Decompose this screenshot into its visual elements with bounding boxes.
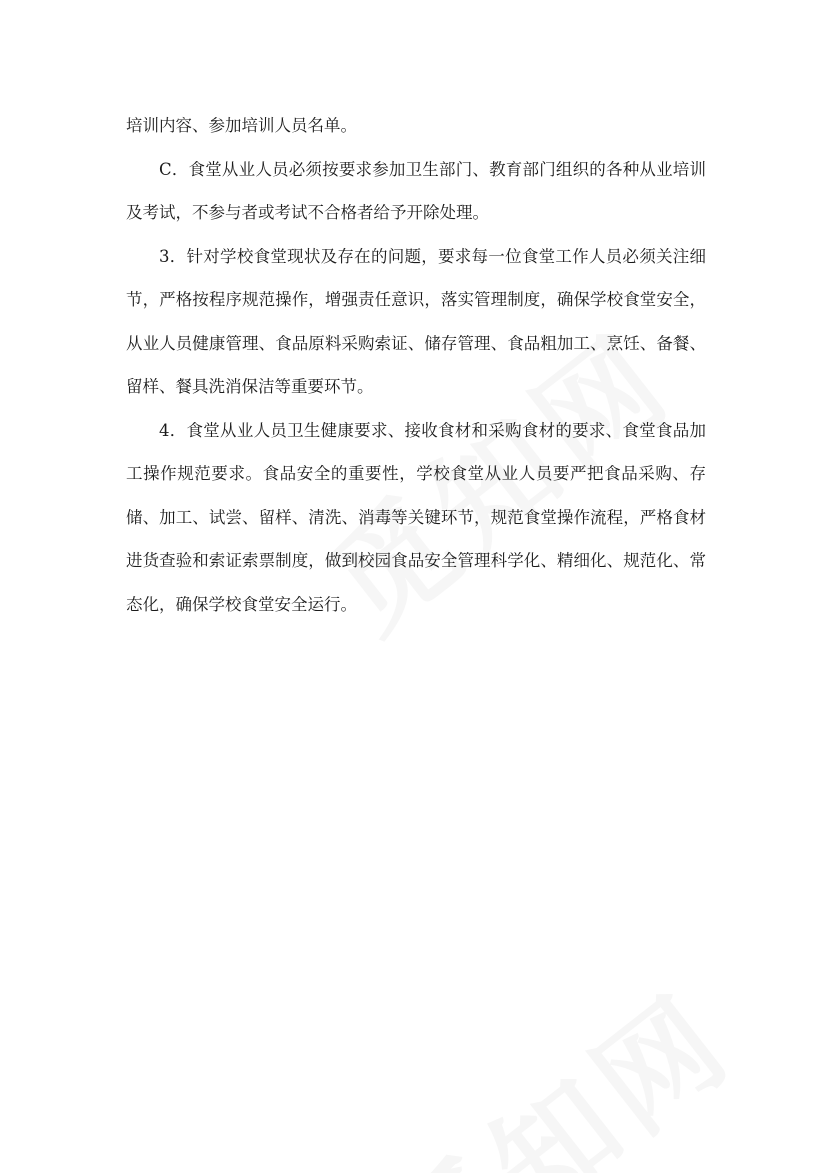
paragraph-continuation: 培训内容、参加培训人员名单。 <box>126 116 357 135</box>
watermark <box>348 948 761 1173</box>
paragraph-item-c: C．食堂从业人员必须按要求参加卫生部门、教育部门组织的各种从业培训及考试，不参与者或考试不合格者给予开除处理。 <box>126 159 706 222</box>
document-body <box>126 104 706 626</box>
paragraph-item-3: 3．针对学校食堂现状及存在的问题，要求每一位食堂工作人员必须关注细节，严格按程序规范操作，增强责任意识，落实管理制度，确保学校食堂安全，从业人员健康管理、食品原料采购索证、储存管理、食品粗加工、烹饪、备餐、留样、餐具洗消保洁等重要环节。 <box>126 246 706 396</box>
paragraph-item-4: 4．食堂从业人员卫生健康要求、接收食材和采购食材的要求、食堂食品加工操作规范要求。食品安全的重要性，学校食堂从业人员要严把食品采购、存储、加工、试尝、留样、清洗、消毒等关键环节，规范食堂操作流程，严格食材进货查验和索证索票制度，做到校园食品安全管理科学化、精细化、规范化、常态化，确保学校食堂安全运行。 <box>126 420 706 614</box>
